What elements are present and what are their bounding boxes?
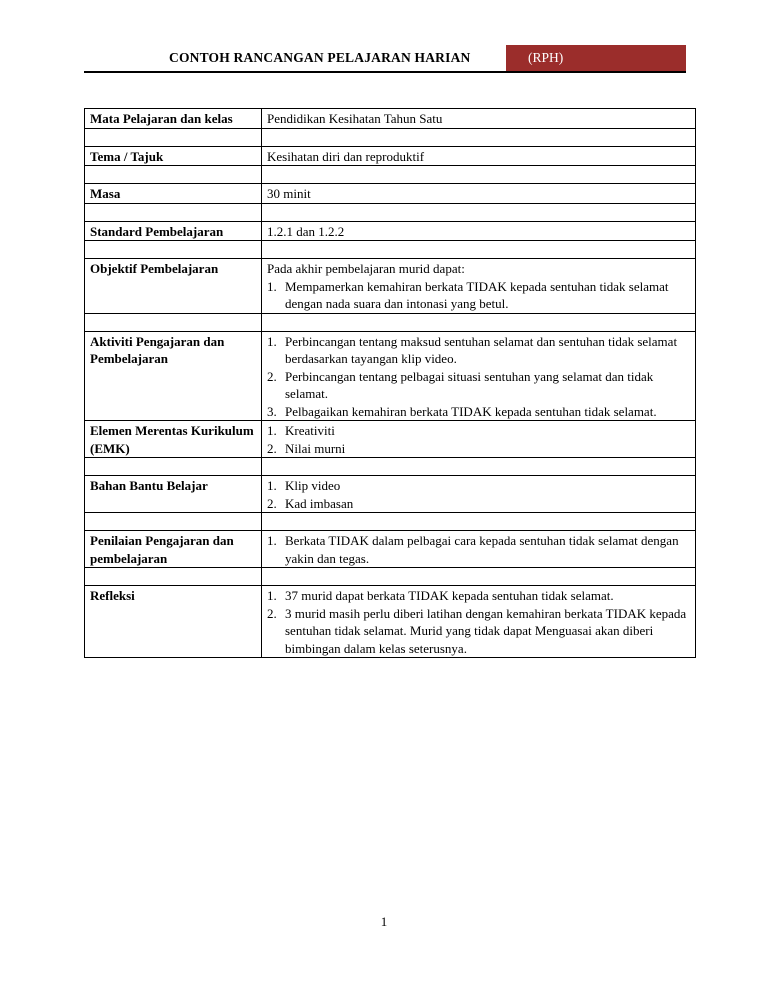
label-objective: Objektif Pembelajaran xyxy=(85,259,262,314)
label-standard: Standard Pembelajaran xyxy=(85,221,262,241)
list-item xyxy=(267,368,690,403)
label-materials: Bahan Bantu Belajar xyxy=(85,476,262,513)
spacer-row xyxy=(85,166,696,184)
value-standard: 1.2.1 dan 1.2.2 xyxy=(262,221,696,241)
list-item-number: 1. xyxy=(267,588,277,603)
value-theme: Kesihatan diri dan reproduktif xyxy=(262,146,696,166)
spacer-row xyxy=(85,458,696,476)
row-standard xyxy=(85,221,696,241)
list-item-text: Kreativiti xyxy=(285,423,335,438)
list-item xyxy=(267,495,690,513)
spacer-row xyxy=(85,568,696,586)
page-header xyxy=(84,45,686,73)
list-item-number: 1. xyxy=(267,478,277,493)
list-item xyxy=(267,278,690,313)
list-item-text: Kad imbasan xyxy=(285,495,354,511)
label-assessment: Penilaian Pengajaran dan pembelajaran xyxy=(85,531,262,568)
row-activities xyxy=(85,331,696,421)
value-subject: Pendidikan Kesihatan Tahun Satu xyxy=(262,109,696,129)
value-reflection xyxy=(262,586,696,658)
row-time xyxy=(85,184,696,204)
list-item-text: Pelbagaikan kemahiran berkata TIDAK kepada sentuhan tidak selamat. xyxy=(285,403,657,419)
assessment-list xyxy=(267,532,690,567)
spacer-row xyxy=(85,203,696,221)
list-item-text: Mempamerkan kemahiran berkata TIDAK kepada sentuhan tidak selamat dengan nada suara dan intonasi yang betul. xyxy=(285,278,669,311)
list-item-number: 3. xyxy=(267,403,277,419)
row-subject xyxy=(85,109,696,129)
list-item-text: Nilai murni xyxy=(285,440,346,456)
value-activities xyxy=(262,331,696,421)
spacer-row xyxy=(85,241,696,259)
row-objective xyxy=(85,259,696,314)
list-item-number: 1. xyxy=(267,278,277,294)
activities-list xyxy=(267,333,690,421)
spacer-row xyxy=(85,128,696,146)
emk-list xyxy=(267,422,690,457)
list-item xyxy=(267,477,690,495)
label-time: Masa xyxy=(85,184,262,204)
list-item-number: 1. xyxy=(267,423,277,438)
list-item xyxy=(267,422,690,440)
label-emk: Elemen Merentas Kurikulum (EMK) xyxy=(85,421,262,458)
spacer-row xyxy=(85,313,696,331)
value-assessment xyxy=(262,531,696,568)
value-emk xyxy=(262,421,696,458)
row-materials xyxy=(85,476,696,513)
label-reflection: Refleksi xyxy=(85,586,262,658)
spacer-row xyxy=(85,513,696,531)
list-item-number: 1. xyxy=(267,333,277,349)
label-subject: Mata Pelajaran dan kelas xyxy=(85,109,262,129)
list-item xyxy=(267,605,690,658)
list-item-number: 2. xyxy=(267,368,277,384)
list-item-number: 1. xyxy=(267,533,277,548)
objective-list xyxy=(267,278,690,313)
list-item xyxy=(267,333,690,368)
list-item-text: Perbincangan tentang maksud sentuhan selamat dan sentuhan tidak selamat berdasarkan tayangan klip video. xyxy=(285,333,678,366)
lesson-plan-table xyxy=(84,108,696,658)
header-rule xyxy=(84,71,686,73)
row-emk xyxy=(85,421,696,458)
row-reflection xyxy=(85,586,696,658)
objective-intro: Pada akhir pembelajaran murid dapat: xyxy=(267,261,465,276)
list-item-number: 2. xyxy=(267,605,277,621)
materials-list xyxy=(267,477,690,512)
list-item-text: 3 murid masih perlu diberi latihan dengan kemahiran berkata TIDAK kepada sentuhan tidak selamat. Murid yang tidak dapat Menguasai akan diberi bimbingan dalam kelas seterusnya. xyxy=(285,605,687,656)
value-objective xyxy=(262,259,696,314)
label-theme: Tema / Tajuk xyxy=(85,146,262,166)
list-item-text: 37 murid dapat berkata TIDAK kepada sentuhan tidak selamat. xyxy=(285,588,614,603)
document-title: CONTOH RANCANGAN PELAJARAN HARIAN xyxy=(169,50,471,65)
rph-badge: (RPH) xyxy=(506,45,686,73)
list-item xyxy=(267,403,690,421)
label-activities: Aktiviti Pengajaran dan Pembelajaran xyxy=(85,331,262,421)
row-theme xyxy=(85,146,696,166)
reflection-list xyxy=(267,587,690,657)
list-item xyxy=(267,587,690,605)
list-item-text: Berkata TIDAK dalam pelbagai cara kepada sentuhan tidak selamat dengan yakin dan tegas. xyxy=(285,533,679,566)
list-item-number: 2. xyxy=(267,495,277,511)
value-materials xyxy=(262,476,696,513)
list-item-text: Perbincangan tentang pelbagai situasi sentuhan yang selamat dan tidak selamat. xyxy=(285,368,654,401)
page-number: 1 xyxy=(380,914,388,929)
row-assessment xyxy=(85,531,696,568)
list-item-text: Klip video xyxy=(285,478,341,493)
value-time: 30 minit xyxy=(262,184,696,204)
list-item xyxy=(267,440,690,458)
list-item xyxy=(267,532,690,567)
list-item-number: 2. xyxy=(267,440,277,456)
